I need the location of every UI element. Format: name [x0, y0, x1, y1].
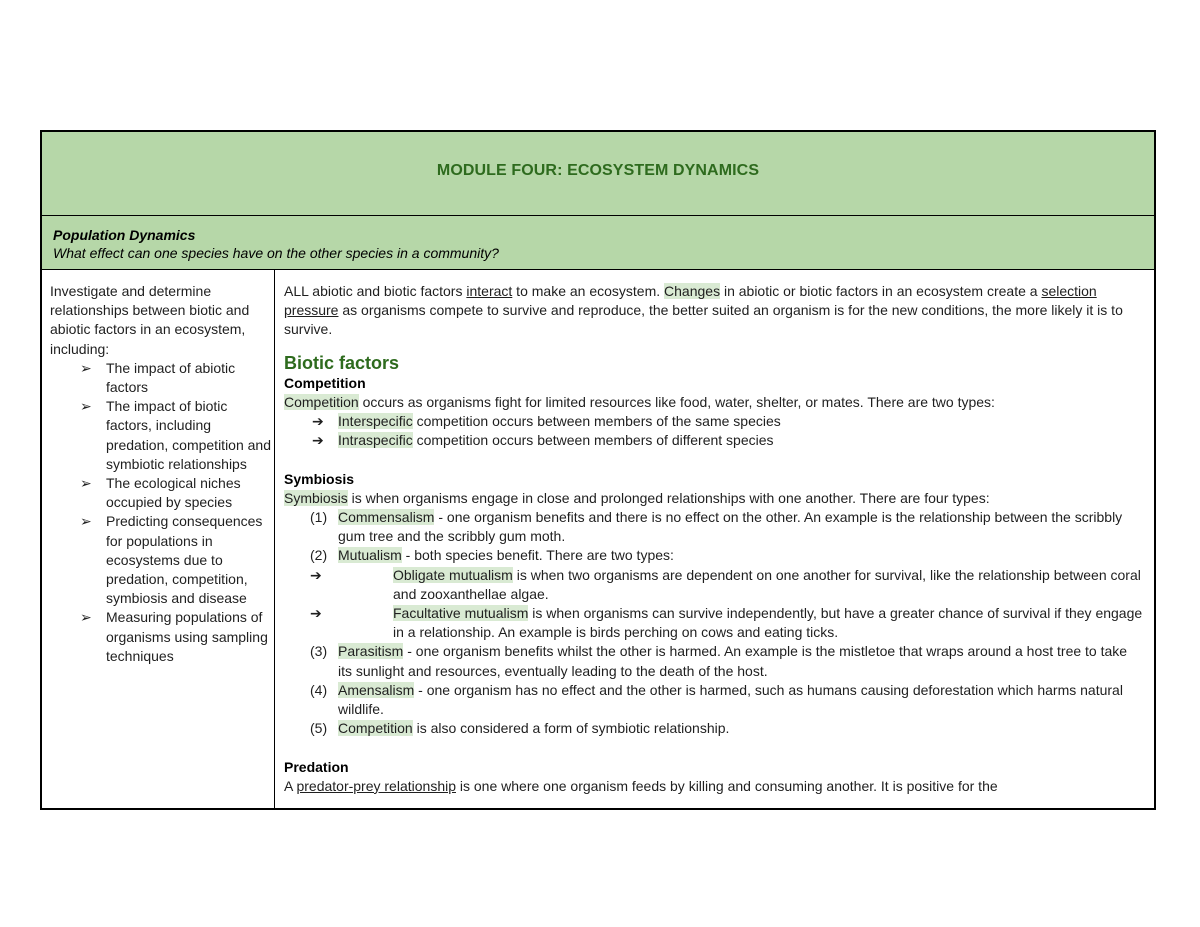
list-item: ➔ Interspecific competition occurs between members of the same species [284, 412, 1144, 431]
competition-paragraph: Competition occurs as organisms fight for limited resources like food, water, shelter, or mates. There are two types: [284, 393, 995, 410]
arrowhead-bullet-icon: ➢ [80, 609, 92, 626]
keyword-predator-prey: predator-prey relationship [296, 777, 456, 794]
competition-types-list [284, 412, 1144, 450]
predation-paragraph: A predator-prey relationship is one where one organism feeds by killing and consuming another. It is positive for the [284, 777, 998, 794]
list-item: ➢ Measuring populations of organisms using sampling techniques [80, 609, 268, 664]
arrowhead-bullet-icon: ➢ [80, 398, 92, 415]
module-table [40, 130, 1156, 810]
arrowhead-bullet-icon: ➢ [80, 359, 92, 376]
keyword-selection-pressure: selection pressure [284, 283, 1097, 319]
list-item: ➢ The impact of biotic factors, including predation, competition and symbiotic relationships [80, 398, 271, 472]
list-item: (1) Commensalism - one organism benefits and there is no effect on the other. An example is the relationship between the scribbly gum tree and the scribbly gum moth. [310, 509, 1123, 545]
section-question: What effect can one species have on the other species in a community? [53, 245, 499, 261]
outcomes-intro: Investigate and determine relationships between biotic and abiotic factors in an ecosystem, including: [50, 283, 250, 357]
arrowhead-bullet-icon: ➢ [80, 513, 92, 530]
list-item: (3) Parasitism - one organism benefits whilst the other is harmed. An example is the mistletoe that wraps around a host tree to take its sunlight and resources, eventually leading to the death of the host. [310, 643, 1128, 679]
list-item: (5) Competition is also considered a form of symbiotic relationship. [310, 720, 730, 737]
predation-heading: Predation [284, 758, 349, 775]
keyword-interact: interact [466, 283, 513, 299]
list-item: ➢ The impact of abiotic factors [80, 359, 236, 396]
arrowhead-bullet-icon: ➢ [80, 475, 92, 492]
intro-paragraph: ALL abiotic and biotic factors interact to make an ecosystem. Changes in abiotic or biotic factors in an ecosystem create a selection pressure as organisms compete to survive and reproduce, the better suited an organism is for the new conditions, the more likely it is to survive. [284, 283, 1123, 338]
arrow-bullet-icon: ➔ [312, 432, 324, 449]
notes-column [275, 270, 1154, 808]
arrow-bullet-icon: ➔ [310, 566, 322, 583]
arrow-bullet-icon: ➔ [312, 413, 324, 430]
list-item: ➢ Predicting consequences for populations in ecosystems due to predation, competition, symbiosis and disease [80, 513, 263, 607]
list-item: ➢ The ecological niches occupied by species [80, 475, 241, 511]
biotic-factors-heading: Biotic factors [284, 352, 400, 373]
title-row [42, 132, 1154, 216]
list-item: ➔ Intraspecific competition occurs between members of different species [284, 431, 1144, 450]
symbiosis-paragraph: Symbiosis is when organisms engage in close and prolonged relationships with one another. There are four types: [284, 489, 990, 506]
list-item: (4) Amensalism - one organism has no effect and the other is harmed, such as humans causing deforestation which harms natural wildlife. [310, 681, 1123, 718]
section-title: Population Dynamics [53, 227, 196, 243]
competition-heading: Competition [284, 374, 366, 391]
list-item: ➔ Facultative mutualism is when organisms can survive independently, but have a greater chance of survival if they engage in a relationship. An example is birds perching on cows and eating ticks. [310, 605, 1143, 641]
symbiosis-heading: Symbiosis [284, 470, 355, 487]
module-title: MODULE FOUR: ECOSYSTEM DYNAMICS [436, 162, 760, 179]
outcomes-column [42, 270, 275, 808]
symbiosis-types-list [284, 508, 1144, 738]
section-header [42, 216, 1154, 270]
keyword-changes: Changes [664, 283, 721, 299]
arrow-bullet-icon: ➔ [310, 605, 322, 622]
list-item: (2) Mutualism - both species benefit. There are two types: [310, 547, 674, 564]
list-item: ➔ Obligate mutualism is when two organisms are dependent on one another for survival, like the relationship between coral and zooxanthellae algae. [310, 566, 1141, 602]
outcomes-list [50, 359, 274, 666]
